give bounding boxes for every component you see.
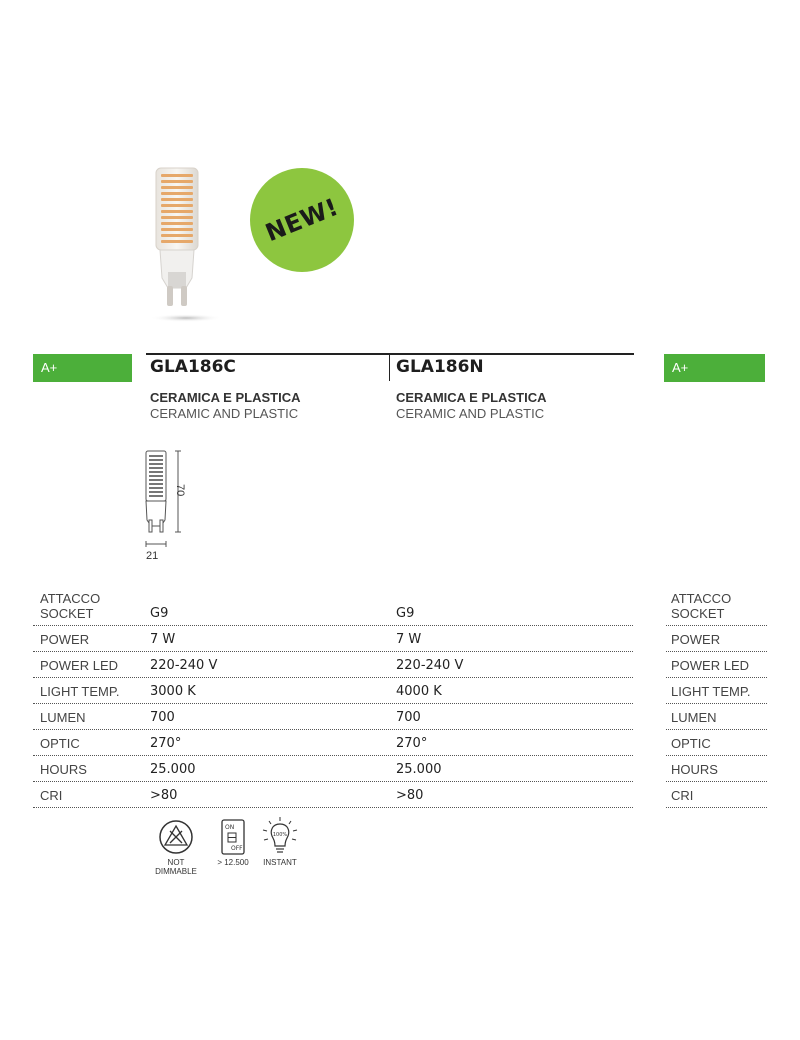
spec-value-1: >80 <box>150 788 178 803</box>
cert-label: NOT DIMMABLE <box>155 858 197 876</box>
cert-label: > 12.500 <box>217 858 249 867</box>
spec-value-1: 700 <box>150 710 175 725</box>
spec-label: LIGHT TEMP. <box>40 684 120 699</box>
spec-label: ATTACCO SOCKET <box>40 591 101 621</box>
spec-label: POWER LED <box>40 658 119 673</box>
spec-value-1: 270° <box>150 736 182 751</box>
spec-row-hours-right <box>666 756 767 782</box>
header-divider <box>389 355 390 381</box>
cert-switching-cycles <box>210 818 256 867</box>
switch-on-label: ON <box>225 824 235 831</box>
instant-percent-label: 100% <box>272 832 288 838</box>
spec-value-2: >80 <box>396 788 424 803</box>
spec-value-1: 3000 K <box>150 684 196 699</box>
spec-row-lumen-right <box>666 704 767 730</box>
spec-label: LIGHT TEMP. <box>671 684 751 699</box>
spec-label: HOURS <box>40 762 87 777</box>
spec-row-light-temp-right <box>666 678 767 704</box>
spec-row-lumen <box>33 704 633 730</box>
material-it-2: CERAMICA E PLASTICA <box>396 390 547 405</box>
spec-value-1: 220-240 V <box>150 658 218 673</box>
spec-label: CRI <box>671 788 694 803</box>
cert-not-dimmable <box>146 818 206 876</box>
spec-label: CRI <box>40 788 63 803</box>
g9-bulb-image <box>146 160 226 325</box>
spec-label: HOURS <box>671 762 718 777</box>
spec-row-optic <box>33 730 633 756</box>
spec-label: POWER <box>671 632 721 647</box>
spec-value-2: G9 <box>396 606 415 621</box>
spec-label: OPTIC <box>40 736 80 751</box>
energy-class-right: A+ <box>664 354 765 382</box>
cert-label: INSTANT <box>263 858 297 867</box>
spec-value-2: 700 <box>396 710 421 725</box>
spec-label: POWER <box>40 632 90 647</box>
instant-light-icon <box>260 816 300 856</box>
spec-value-1: G9 <box>150 606 169 621</box>
spec-row-cri-right <box>666 782 767 808</box>
spec-value-2: 25.000 <box>396 762 442 777</box>
product-code-1: GLA186C <box>150 357 236 377</box>
spec-label: OPTIC <box>671 736 711 751</box>
spec-value-1: 7 W <box>150 632 176 647</box>
spec-label: LUMEN <box>671 710 717 725</box>
spec-row-cri <box>33 782 633 808</box>
new-badge-label: NEW! <box>261 192 343 248</box>
spec-row-hours <box>33 756 633 782</box>
cert-instant-light <box>256 816 304 867</box>
spec-row-power-led <box>33 652 633 678</box>
switch-off-label: OFF <box>231 845 243 852</box>
spec-row-power-led-right <box>666 652 767 678</box>
material-it-1: CERAMICA E PLASTICA <box>150 390 301 405</box>
new-badge <box>250 168 354 272</box>
spec-row-optic-right <box>666 730 767 756</box>
spec-row-light-temp <box>33 678 633 704</box>
product-code-2: GLA186N <box>396 357 484 377</box>
energy-class-left: A+ <box>33 354 132 382</box>
spec-row-power-right <box>666 626 767 652</box>
spec-label: LUMEN <box>40 710 86 725</box>
spec-value-1: 25.000 <box>150 762 196 777</box>
dimension-height: 70 <box>174 484 186 497</box>
material-en-1: CERAMIC AND PLASTIC <box>150 406 299 421</box>
material-en-2: CERAMIC AND PLASTIC <box>396 406 545 421</box>
dimension-width: 21 <box>146 550 159 562</box>
on-off-switch-icon <box>218 818 248 856</box>
spec-label: POWER LED <box>671 658 750 673</box>
spec-label: ATTACCO SOCKET <box>671 591 732 621</box>
spec-row-socket <box>33 588 633 626</box>
spec-row-socket-right <box>666 588 767 626</box>
header-rule <box>146 353 634 355</box>
spec-value-2: 4000 K <box>396 684 442 699</box>
spec-value-2: 7 W <box>396 632 422 647</box>
not-dimmable-icon <box>157 818 195 856</box>
spec-value-2: 270° <box>396 736 428 751</box>
spec-value-2: 220-240 V <box>396 658 464 673</box>
spec-row-power <box>33 626 633 652</box>
